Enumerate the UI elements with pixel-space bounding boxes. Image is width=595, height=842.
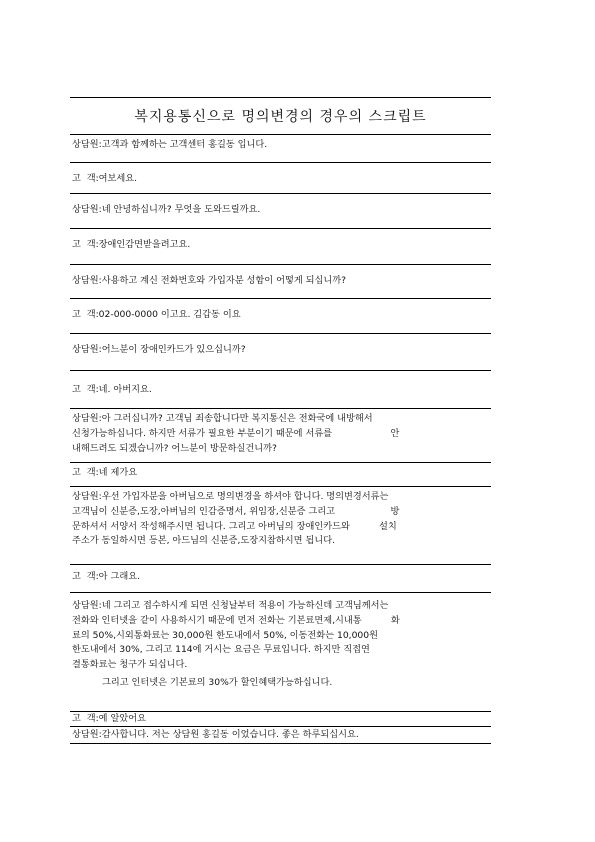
dialogue-line: 주소가 동일하시면 등본, 아드님의 신분증,도장지참하시면 됩니다. bbox=[72, 535, 335, 547]
dialogue-line: 고 객:네. 아버지요. bbox=[72, 384, 152, 395]
dialogue-row bbox=[70, 135, 491, 163]
dialogue-row bbox=[70, 409, 491, 463]
dialogue-line: 고 객:네 제가요 bbox=[72, 467, 138, 478]
dialogue-line: 상담원:우선 가입자분을 아버님으로 명의변경을 하셔야 합니다. 명의변경서류는 bbox=[72, 491, 389, 502]
dialogue-row bbox=[70, 265, 491, 299]
dialogue-row bbox=[70, 163, 491, 194]
dialogue-row bbox=[70, 593, 491, 712]
dialogue-line: 고 객:예 알았어요 bbox=[72, 713, 146, 724]
dialogue-line: 전화와 인터넷을 같이 사용하시기 때문에 먼저 전화는 기본료면제,시내통 화 bbox=[72, 614, 400, 626]
dialogue-row bbox=[70, 299, 491, 334]
dialogue-row bbox=[70, 194, 491, 229]
script-table bbox=[70, 97, 491, 744]
dialogue-row bbox=[70, 229, 491, 265]
dialogue-line: 고 객:02-000-0000 이고요. 김갑동 이요 bbox=[72, 309, 241, 320]
dialogue-line: 상담원:네 안녕하십니까? 무엇을 도와드릴까요. bbox=[72, 204, 261, 215]
dialogue-row bbox=[70, 712, 491, 727]
document-title: 복지용통신으로 명의변경의 경우의 스크립트 bbox=[70, 98, 491, 135]
dialogue-line: 고 객:여보세요. bbox=[72, 173, 138, 184]
dialogue-line: 상담원:아 그러십니까? 고객님 죄송합니다만 복지통신은 전화국에 내방해서 bbox=[72, 413, 373, 424]
dialogue-line: 상담원:네 그리고 접수하시게 되면 신청날부터 적용이 가능하신데 고객님께서는 bbox=[72, 600, 389, 611]
dialogue-line: 문하셔서 서양서 작성해주시면 됩니다. 그리고 아버님의 장애인카드와 설치 bbox=[72, 520, 397, 532]
dialogue-row bbox=[70, 565, 491, 593]
dialogue-line: 내해드려도 되겠습니까? 어느분이 방문하실건니까? bbox=[72, 442, 277, 454]
dialogue-line: 고 객:장애인감면받을려고요. bbox=[72, 239, 191, 250]
dialogue-line: 결통화료는 청구가 되십니다. bbox=[72, 659, 188, 671]
dialogue-row bbox=[70, 727, 491, 743]
dialogue-line: 한도내에서 30%, 그리고 114에 거시는 요금은 무료입니다. 하지만 직접연 bbox=[72, 644, 370, 656]
dialogue-line: 고 객:아 그래요. bbox=[72, 571, 141, 582]
dialogue-line: 상담원:고객과 함께하는 고객센터 홍길동 입니다. bbox=[72, 139, 268, 150]
dialogue-line: 료의 50%,시외통화료는 30,000원 한도내에서 50%, 이동전화는 10,000원 bbox=[72, 629, 379, 641]
dialogue-line: 상담원:감사합니다. 저는 상담원 홍길동 이었습니다. 좋은 하루되십시요. bbox=[72, 729, 359, 740]
dialogue-line: 고객님이 신분증,도장,아버님의 인감증명서, 위임장,신분증 그리고 방 bbox=[72, 505, 400, 517]
dialogue-line: 상담원:어느분이 장애인카드가 있으십니까? bbox=[72, 344, 246, 355]
dialogue-row bbox=[70, 487, 491, 565]
dialogue-row bbox=[70, 334, 491, 371]
dialogue-line: 그리고 인터넷은 기본료의 30%가 할인혜택가능하십니다. bbox=[102, 676, 333, 688]
dialogue-line: 신청가능하십니다. 하지만 서류가 필요한 부분이기 때문에 서류를 안 bbox=[72, 427, 400, 439]
dialogue-row bbox=[70, 463, 491, 487]
dialogue-line: 상담원:사용하고 계신 전화번호와 가입자분 성함이 어떻게 되십니까? bbox=[72, 275, 346, 286]
dialogue-row bbox=[70, 371, 491, 409]
